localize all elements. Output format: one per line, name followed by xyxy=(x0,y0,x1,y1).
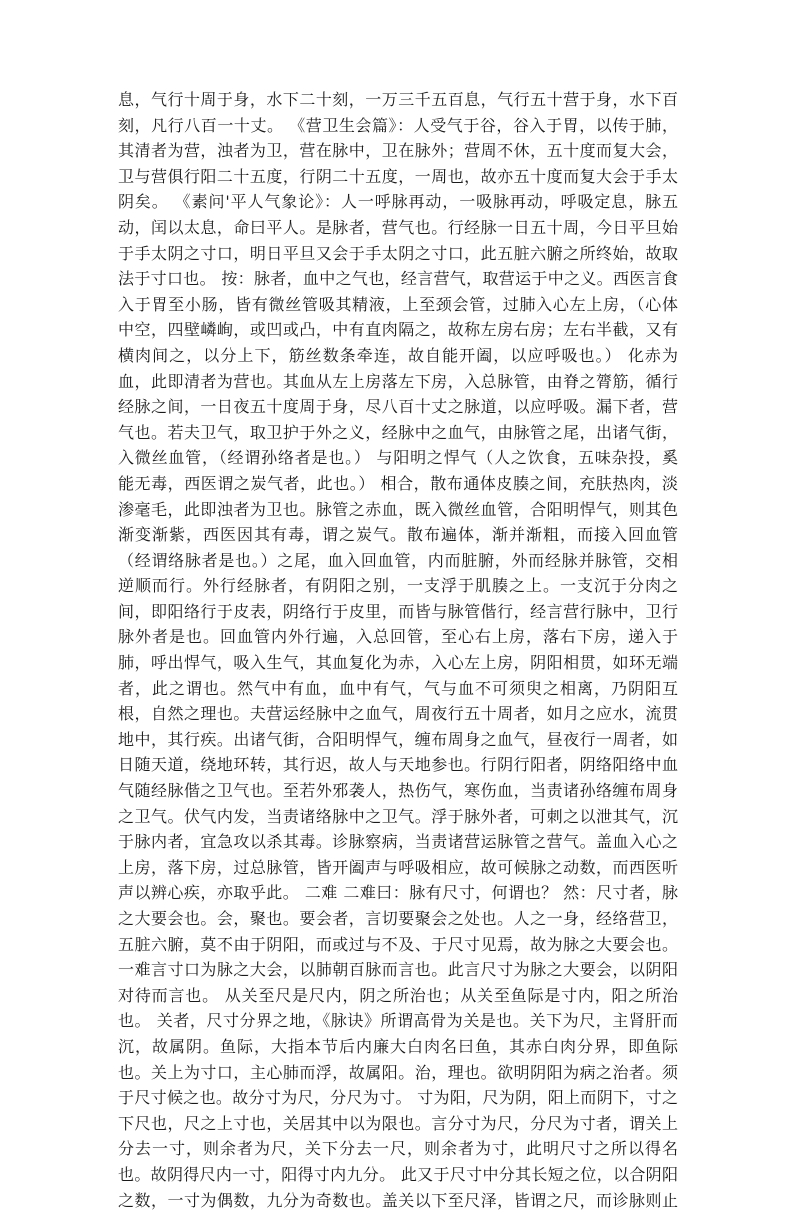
text-line: 之数，一寸为偶数，九分为奇数也。盖关以下至尺泽，皆谓之尺，而诊脉则止 xyxy=(118,1190,678,1210)
text-line: 血，此即清者为营也。其血从左上房落左下房，入总脉管，由脊之膂筋，循行 xyxy=(118,371,678,391)
text-line: 阴矣。 《素问'平人气象论》：人一呼脉再动，一吸脉再动，呼吸定息，脉五 xyxy=(118,192,678,212)
text-line: 其清者为营，浊者为卫，营在脉中，卫在脉外；营周不休，五十度而复大会， xyxy=(118,141,678,161)
text-line: 息，气行十周于身，水下二十刻，一万三千五百息，气行五十营于身，水下百 xyxy=(118,90,678,109)
text-line: 脉外者是也。回血管内外行遍，入总回管，至心右上房，落右下房，递入于 xyxy=(118,627,678,647)
text-line: 卫与营俱行阳二十五度，行阴二十五度，一周也，故亦五十度而复大会于手太 xyxy=(118,166,678,186)
text-line: 对待而言也。 从关至尺是尺内，阴之所治也；从关至鱼际是寸内，阳之所治 xyxy=(118,985,678,1005)
text-line: 一难言寸口为脉之大会，以肺朝百脉而言也。此言尺寸为脉之大要会，以阴阳 xyxy=(118,960,678,980)
text-line: 上房，落下房，过总脉管，皆开阖声与呼吸相应，故可候脉之动数，而西医听 xyxy=(118,857,678,877)
text-line: 于尺寸候之也。故分寸为尺，分尺为寸。 寸为阳，尺为阴，阳上而阴下，寸之 xyxy=(118,1088,678,1108)
text-line: 气随经脉偕之卫气也。至若外邪袭人，热伤气，寒伤血，当责诸孙络缠布周身 xyxy=(118,781,678,801)
text-line: 根，自然之理也。夫营运经脉中之血气，周夜行五十周者，如月之应水，流贯 xyxy=(118,704,678,724)
text-line: 也。故阴得尺内一寸，阳得寸内九分。 此又于尺寸中分其长短之位，以合阴阳 xyxy=(118,1164,678,1184)
text-line: 逆顺而行。外行经脉者，有阴阳之别，一支浮于肌腠之上。一支沉于分肉之 xyxy=(118,576,678,596)
text-line: 日随天道，绕地环转，其行迟，故人与天地参也。行阴行阳者，阴络阳络中血 xyxy=(118,755,678,775)
text-line: 分去一寸，则余者为尺，关下分去一尺，则余者为寸，此明尺寸之所以得名 xyxy=(118,1139,678,1159)
text-line: 也。 关者，尺寸分界之地，《脉诀》所谓高骨为关是也。关下为尺，主肾肝而 xyxy=(118,1011,678,1031)
text-line: 之大要会也。会，聚也。要会者，言切要聚会之处也。人之一身，经络营卫， xyxy=(118,909,678,928)
document-body xyxy=(118,87,678,1213)
text-line: 也。关上为寸口，主心肺而浮，故属阳。治，理也。欲明阴阳为病之治者。须 xyxy=(118,1062,678,1082)
text-line: 入微丝血管，（经谓孙络者是也。） 与阳明之悍气（人之饮食，五味杂投，奚 xyxy=(118,448,678,468)
text-line: 下尺也，尺之上寸也，关居其中以为限也。言分寸为尺，分尺为寸者，谓关上 xyxy=(118,1113,678,1133)
text-line: 声以辨心疾，亦取乎此。 二难 二难曰：脉有尺寸，何谓也？ 然：尺寸者，脉 xyxy=(118,883,678,903)
text-line: 之卫气。伏气内发，当责诸络脉中之卫气。浮于脉外者，可刺之以泄其气，沉 xyxy=(118,806,678,826)
text-line: 法于寸口也。 按：脉者，血中之气也，经言营气，取营运于中之义。西医言食 xyxy=(118,269,678,289)
text-line: 横肉间之，以分上下，筋丝数条牵连，故自能开阖，以应呼吸也。） 化赤为 xyxy=(118,345,678,365)
text-line: 渐变渐紫，西医因其有毒，谓之炭气。散布遍体，渐并渐粗，而接入回血管 xyxy=(118,525,678,545)
text-line: 地中，其行疾。出诸气街，合阳明悍气，缠布周身之血气，昼夜行一周者，如 xyxy=(118,729,678,749)
text-line: 刻，凡行八百一十丈。 《营卫生会篇》：人受气于谷，谷入于胃，以传于肺， xyxy=(118,115,678,135)
text-line: 经脉之间，一日夜五十度周于身，尽八百十丈之脉道，以应呼吸。漏下者，营 xyxy=(118,397,678,417)
text-line: 入于胃至小肠，皆有微丝管吸其精液，上至颈会管，过肺入心左上房，（心体 xyxy=(118,294,678,314)
text-line: 五脏六腑，莫不由于阴阳，而或过与不及、于尺寸见焉，故为脉之大要会也。 xyxy=(118,934,678,954)
text-line: 者，此之谓也。然气中有血，血中有气，气与血不可须臾之相离，乃阴阳互 xyxy=(118,678,678,698)
text-line: （经谓络脉者是也。）之尾，血入回血管，内而脏腑，外而经脉并脉管，交相 xyxy=(118,550,678,570)
text-line: 沉，故属阴。鱼际，大指本节后内廉大白肉名曰鱼，其赤白肉分界，即鱼际 xyxy=(118,1036,678,1056)
text-line: 肺，呼出悍气，吸入生气，其血复化为赤，入心左上房，阴阳相贯，如环无端 xyxy=(118,653,678,673)
text-line: 气也。若夫卫气，取卫护于外之义，经脉中之血气，由脉管之尾，出诸气街， xyxy=(118,422,678,442)
text-line: 间，即阳络行于皮表，阴络行于皮里，而皆与脉管偕行，经言营行脉中，卫行 xyxy=(118,601,678,621)
text-line: 于手太阴之寸口，明日平旦又会于手太阴之寸口，此五脏六腑之所终始，故取 xyxy=(118,243,678,263)
text-line: 于脉内者，宜急攻以杀其毒。诊脉察病，当责诸营运脉管之营气。盖血入心之 xyxy=(118,832,678,852)
text-line: 渗毫毛，此即浊者为卫也。脉管之赤血，既入微丝血管，合阳明悍气，则其色 xyxy=(118,499,678,519)
text-line: 动，闰以太息，命曰平人。是脉者，营气也。行经脉一日五十周，今日平旦始 xyxy=(118,217,678,237)
text-line: 中空，四壁嶙峋，或凹或凸，中有直肉隔之，故称左房右房；左右半截，又有 xyxy=(118,320,678,340)
text-line: 能无毒，西医谓之炭气者，此也。） 相合，散布通体皮腠之间，充肤热肉，淡 xyxy=(118,473,678,493)
